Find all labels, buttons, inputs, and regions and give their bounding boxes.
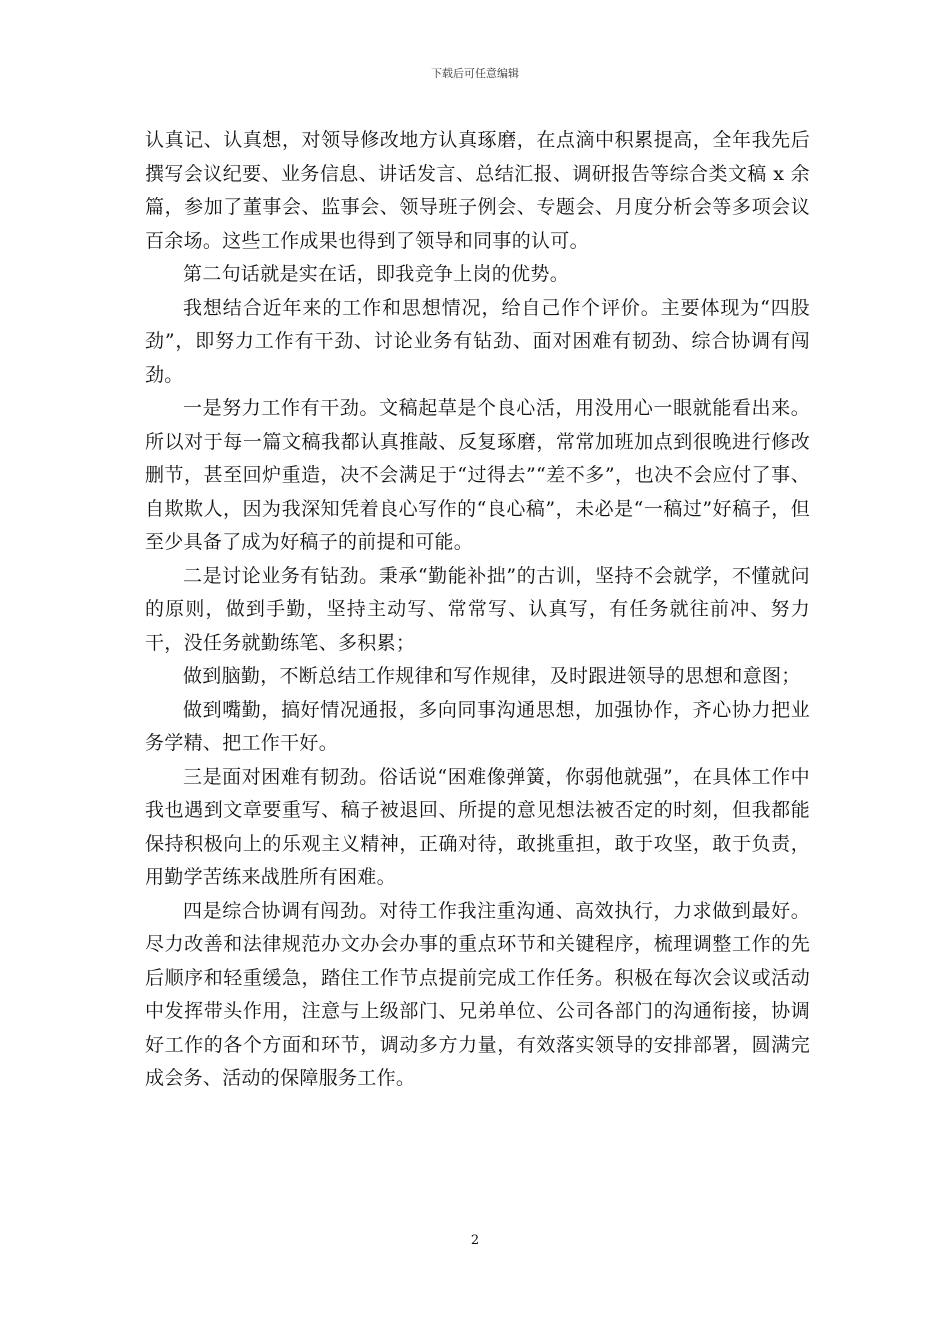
- paragraph-brain-diligence: 做到脑勤，不断总结工作规律和写作规律，及时跟进领导的思想和意图；: [183, 665, 801, 687]
- paragraph-mouth-diligence: 做到嘴勤，搞好情况通报，多向同事沟通思想，加强协作，齐心协力把业务学精、把工作干好。: [145, 698, 810, 754]
- paragraph-study: 二是讨论业务有钻劲。秉承“勤能补拙”的古训，坚持不会就学，不懂就问的原则，做到手勤，坚持主动写、常常写、认真写，有任务就往前冲、努力干，没任务就勤练笔、多积累；: [145, 564, 810, 654]
- paragraph-coordination: 四是综合协调有闯劲。对待工作我注重沟通、高效执行，力求做到最好。尽力改善和法律规范办文办会办事的重点环节和关键程序，梳理调整工作的先后顺序和轻重缓急，踏住工作节点提前完成工作任务。积极在每次会议或活动中发挥带头作用，注意与上级部门、兄弟单位、公司各部门的沟通衔接，协调好工作的各个方面和环节，调动多方力量，有效落实领导的安排部署，圆满完成会务、活动的保障服务工作。: [145, 899, 810, 1089]
- paragraph-resilience: 三是面对困难有韧劲。俗话说“困难像弹簧，你弱他就强”，在具体工作中我也遇到文章要重写、稿子被退回、所提的意见想法被否定的时刻，但我都能保持积极向上的乐观主义精神，正确对待，敢挑重担，敢于攻坚，敢于负责，用勤学苦练来战胜所有困难。: [145, 765, 810, 888]
- paragraph-continuation: 认真记、认真想，对领导修改地方认真琢磨，在点滴中积累提高，全年我先后撰写会议纪要、业务信息、讲话发言、总结汇报、调研报告等综合类文稿 x 余篇，参加了董事会、监事会、领导班子例会、专题会、月度分析会等多项会议百余场。这些工作成果也得到了领导和同事的认可。: [145, 129, 810, 252]
- page-header: 下载后可任意编辑: [431, 67, 519, 80]
- paragraph-self-evaluation: 我想结合近年来的工作和思想情况，给自己作个评价。主要体现为“四股劲”，即努力工作有干劲、讨论业务有钻劲、面对困难有韧劲、综合协调有闯劲。: [145, 296, 810, 386]
- page-number: 2: [470, 1233, 480, 1248]
- document-body: [145, 124, 810, 1096]
- paragraph-diligence: 一是努力工作有干劲。文稿起草是个良心活，用没用心一眼就能看出来。所以对于每一篇文稿我都认真推敲、反复琢磨，常常加班加点到很晚进行修改删节，甚至回炉重造，决不会满足于“过得去”“差不多”，也决不会应付了事、自欺欺人，因为我深知凭着良心写作的“良心稿”，未必是“一稿过”好稿子，但至少具备了成为好稿子的前提和可能。: [145, 397, 810, 553]
- paragraph-second-point: 第二句话就是实在话，即我竞争上岗的优势。: [183, 263, 570, 285]
